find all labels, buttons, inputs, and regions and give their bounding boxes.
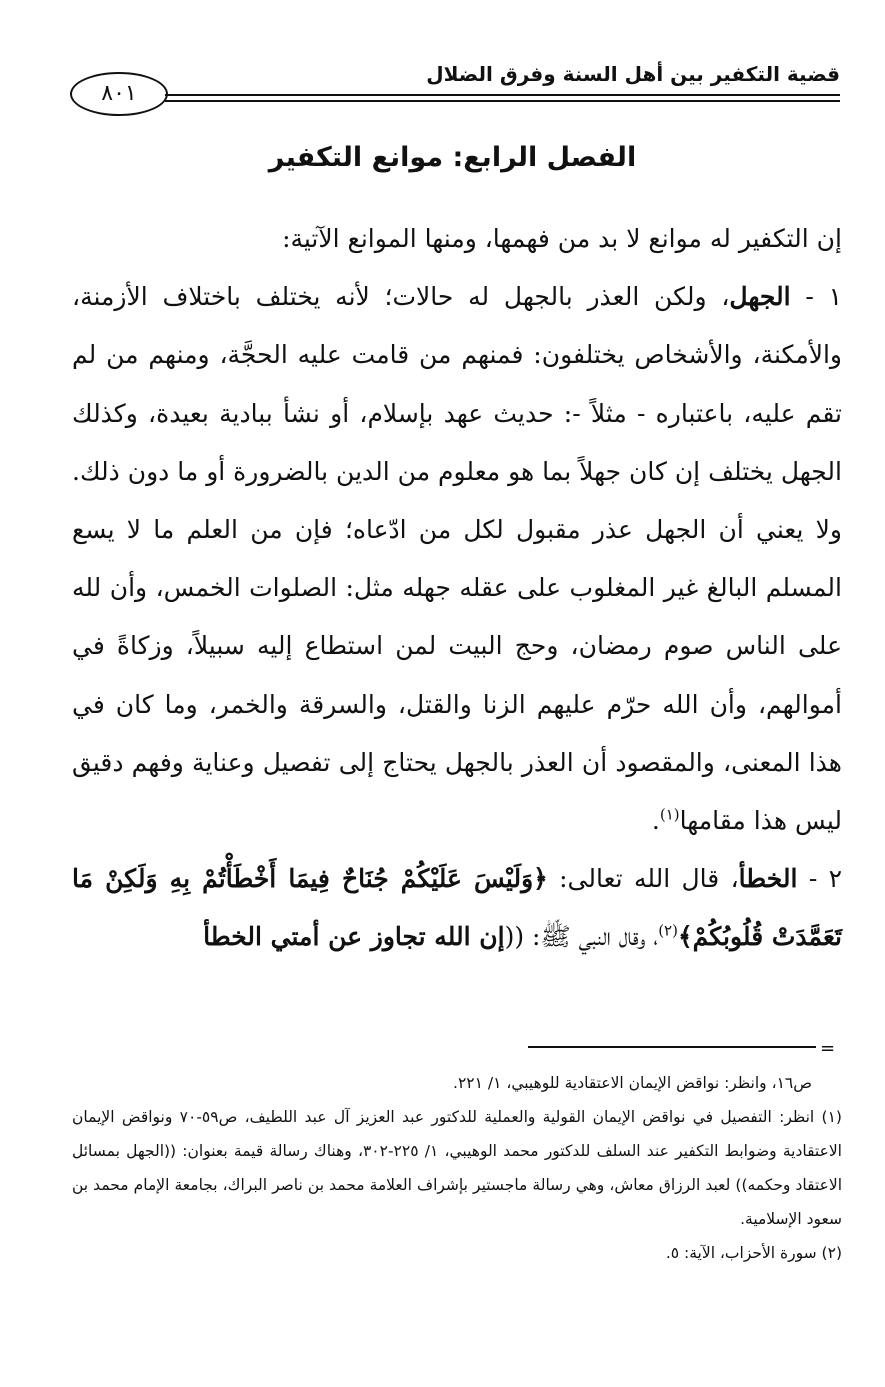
- running-title: قضية التكفير بين أهل السنة وفرق الضلال: [426, 62, 840, 86]
- page-header: [70, 58, 840, 128]
- item-2-mid: ، وقال النبي ﷺ: ((: [504, 922, 659, 952]
- footnotes: [72, 1066, 842, 1270]
- page-number: ٨٠١: [101, 81, 137, 106]
- footnote-continuation-marker: =: [820, 1038, 836, 1059]
- footnote-1: (١) انظر: التفصيل في نواقض الإيمان القولية والعملية للدكتور عبد العزيز آل عبد اللطيف، ص٥٩-٧٠ ونواقض الإيمان الاعتقادية وضوابط التكفير عند السلف للدكتور محمد الوهيبي، ١/ ٢٢٥-٣٠٢، وهناك رسالة قيمة بعنوان: ((الجهل بمسائل الاعتقاد وحكمه)) لعبد الرزاق معاش، وهي رسالة ماجستير بإشراف العلامة محمد بن ناصر البراك، بجامعة الإمام محمد بن سعود الإسلامية.: [72, 1108, 842, 1228]
- item-1-end: .: [651, 806, 660, 836]
- header-rule: [165, 94, 840, 96]
- intro-paragraph: إن التكفير له موانع لا بد من فهمها، ومنها الموانع الآتية:: [282, 224, 842, 253]
- item-1-paragraph: [72, 268, 842, 850]
- item-1-number: ١ -: [805, 282, 842, 312]
- hadith-text: إن الله تجاوز عن أمتي الخطأ: [203, 922, 505, 952]
- header-rule-double: [165, 100, 840, 102]
- footnote-separator: [528, 1046, 816, 1048]
- body-text: [72, 210, 842, 967]
- item-2-term: الخطأ: [738, 864, 798, 894]
- page-number-badge: [70, 72, 168, 116]
- item-1-text: ، ولكن العذر بالجهل له حالات؛ لأنه يختلف باختلاف الأزمنة، والأمكنة، والأشخاص يختلفون: فمنهم من قامت عليه الحجَّة، ومنهم من لم تقم عليه، باعتباره - مثلاً -: حديث عهد بإسلام، أو نشأ ببادية بعيدة، وكذلك الجهل يختلف إن كان جهلاً بما هو معلوم من الدين بالضرورة أو ما دون ذلك. ولا يعني أن الجهل عذر مقبول لكل من ادّعاه؛ فإن من العلم ما لا يسع المسلم البالغ غير المغلوب على عقله جهله مثل: الصلوات الخمس، وأن لله على الناس صوم رمضان، وحج البيت لمن استطاع إليه سبيلاً، وزكاةً في أموالهم، وأن الله حرّم عليهم الزنا والقتل، والسرقة والخمر، وما كان في هذا المعنى، والمقصود أن العذر بالجهل يحتاج إلى تفصيل وعناية وفهم دقيق ليس هذا مقامها: [72, 282, 842, 836]
- quran-verse: ﴿وَلَيْسَ عَلَيْكُمْ جُنَاحٌ فِيمَا أَخْطَأْتُمْ بِهِ وَلَكِنْ مَا تَعَمَّدَتْ قُلُوبُكُمْ﴾: [72, 864, 842, 952]
- item-2-number: ٢ -: [808, 864, 843, 894]
- item-2-lead: ، قال الله تعالى:: [547, 864, 739, 894]
- item-1-term: الجهل: [729, 282, 791, 312]
- footnote-ref-2[interactable]: (٢): [658, 922, 678, 941]
- footnote-continuation: ص١٦، وانظر: نواقض الإيمان الاعتقادية للوهيبي، ١/ ٢٢١.: [453, 1074, 812, 1092]
- footnote-2: (٢) سورة الأحزاب، الآية: ٥.: [665, 1244, 842, 1262]
- footnote-ref-1[interactable]: (١): [659, 805, 680, 824]
- item-2-paragraph: [72, 850, 842, 966]
- chapter-title: الفصل الرابع: موانع التكفير: [268, 142, 637, 173]
